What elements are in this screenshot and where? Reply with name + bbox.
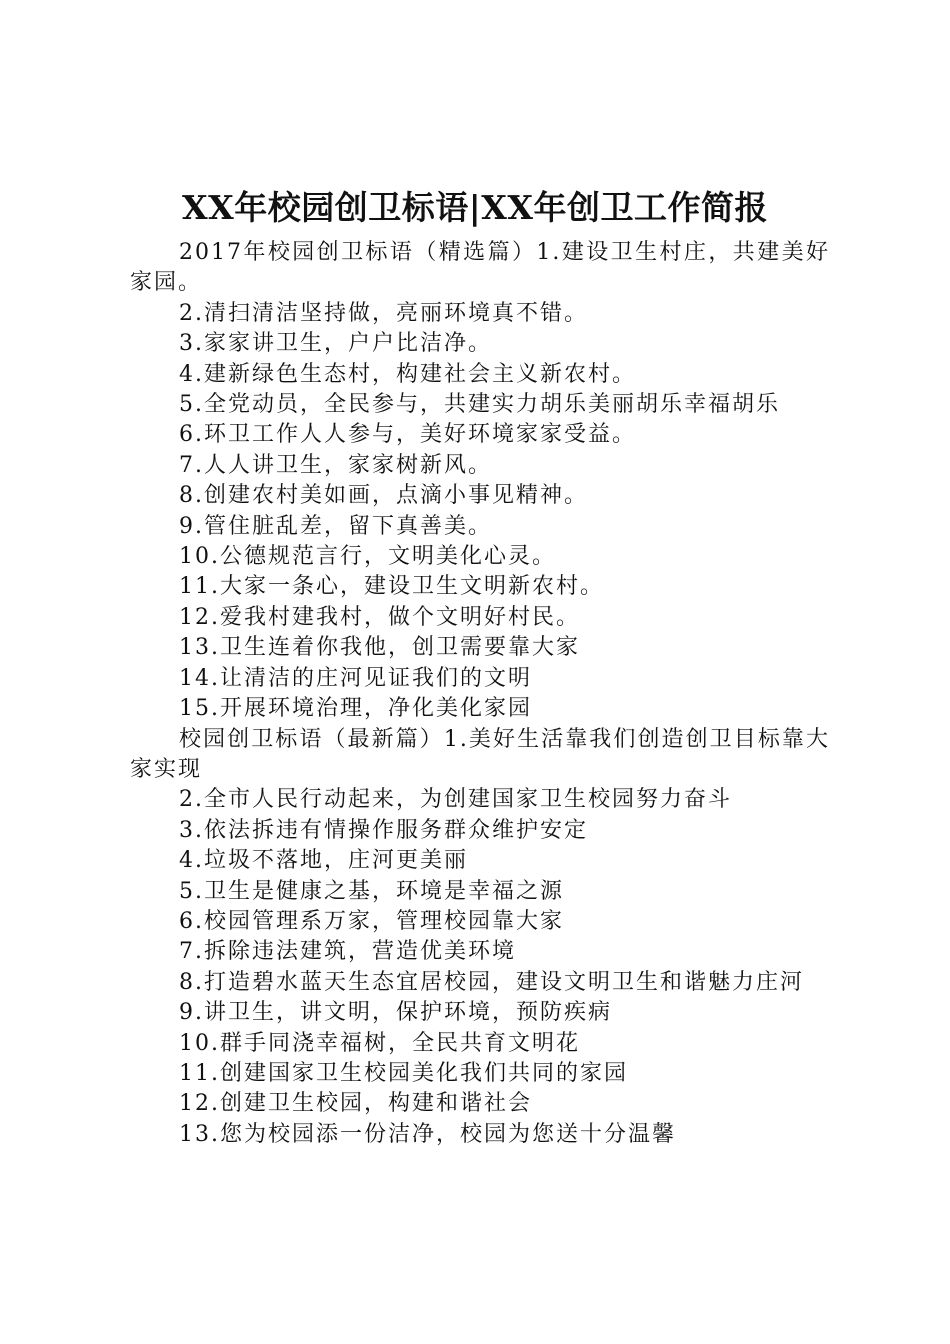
- paragraph: 6.校园管理系万家，管理校园靠大家: [179, 908, 564, 934]
- paragraph: 11.创建国家卫生校园美化我们共同的家园: [179, 1060, 628, 1086]
- paragraph: 8.打造碧水蓝天生态宜居校园，建设文明卫生和谐魅力庄河: [179, 969, 804, 995]
- paragraph: 10.群手同浇幸福树，全民共育文明花: [179, 1030, 580, 1056]
- paragraph: 12.创建卫生校园，构建和谐社会: [179, 1091, 532, 1117]
- paragraph: 4.建新绿色生态村，构建社会主义新农村。: [179, 361, 636, 387]
- paragraph: 8.创建农村美如画，点滴小事见精神。: [179, 483, 588, 509]
- paragraph: 13.卫生连着你我他，创卫需要靠大家: [179, 635, 580, 661]
- paragraph: 3.依法拆违有情操作服务群众维护安定: [179, 817, 588, 843]
- paragraph: 12.爱我村建我村，做个文明好村民。: [179, 604, 580, 630]
- paragraph: 5.卫生是健康之基，环境是幸福之源: [179, 878, 564, 904]
- paragraph: 2.全市人民行动起来，为创建国家卫生校园努力奋斗: [179, 787, 732, 813]
- paragraph: 9.管住脏乱差，留下真善美。: [179, 513, 492, 539]
- document-body: [130, 238, 830, 1150]
- paragraph: 13.您为校园添一份洁净，校园为您送十分温馨: [179, 1121, 676, 1147]
- paragraph: 10.公德规范言行，文明美化心灵。: [179, 544, 556, 570]
- paragraph: 3.家家讲卫生，户户比洁净。: [179, 331, 492, 357]
- paragraph: 6.环卫工作人人参与，美好环境家家受益。: [179, 422, 636, 448]
- paragraph: 14.让清洁的庄河见证我们的文明: [179, 665, 532, 691]
- paragraph: 4.垃圾不落地，庄河更美丽: [179, 848, 468, 874]
- paragraph: 7.人人讲卫生，家家树新风。: [179, 452, 492, 478]
- paragraph: 15.开展环境治理，净化美化家园: [179, 696, 532, 722]
- paragraph: 校园创卫标语（最新篇）1.美好生活靠我们创造创卫目标靠大家实现: [130, 726, 830, 782]
- paragraph: 11.大家一条心，建设卫生文明新农村。: [179, 574, 604, 600]
- paragraph: 9.讲卫生，讲文明，保护环境，预防疾病: [179, 1000, 612, 1026]
- paragraph: 7.拆除违法建筑，营造优美环境: [179, 939, 516, 965]
- paragraph: 2.清扫清洁坚持做，亮丽环境真不错。: [179, 300, 588, 326]
- paragraph: 2017年校园创卫标语（精选篇）1.建设卫生村庄，共建美好家园。: [130, 240, 830, 296]
- paragraph: 5.全党动员，全民参与，共建实力胡乐美丽胡乐幸福胡乐: [179, 392, 780, 418]
- document-title: XX年校园创卫标语|XX年创卫工作简报: [182, 188, 768, 227]
